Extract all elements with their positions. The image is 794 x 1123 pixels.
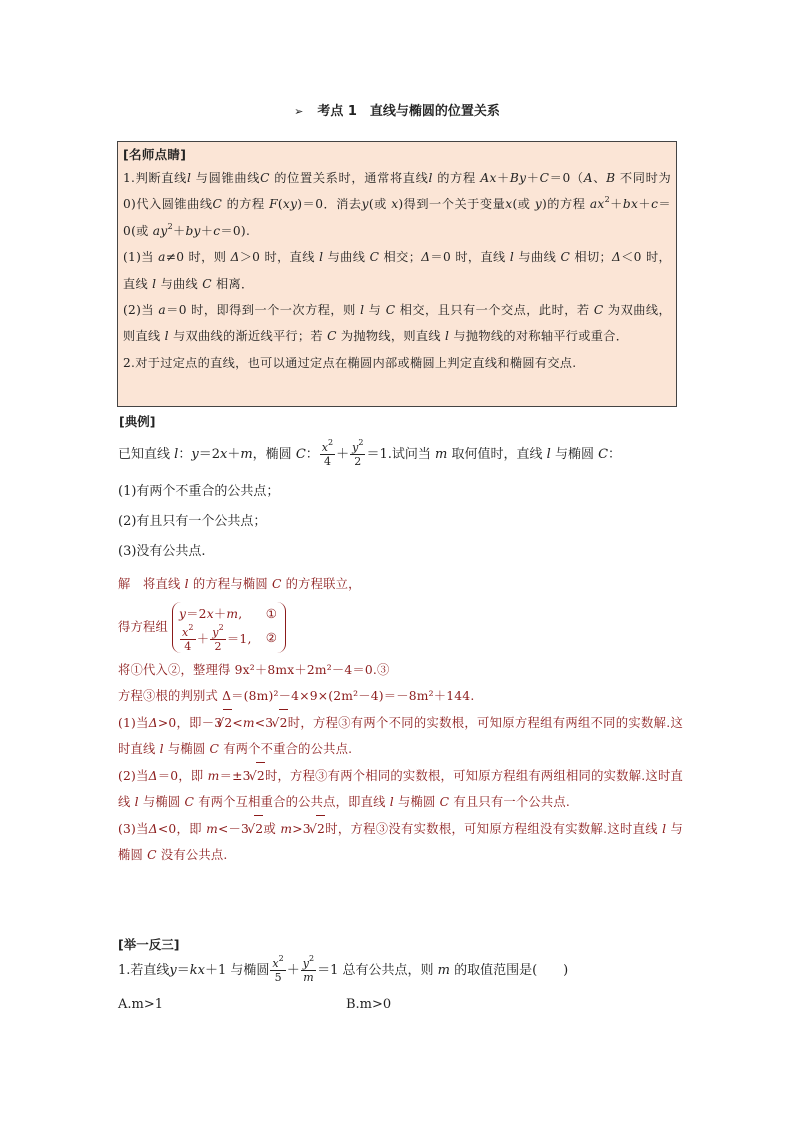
equation-mark-2: ② [265, 630, 277, 645]
practice-section [118, 935, 688, 1012]
example-problem [118, 440, 688, 570]
example-item-3: (3)没有公共点. [118, 544, 206, 559]
example-item-1: (1)有两个不重合的公共点； [118, 484, 280, 499]
option-b[interactable]: B.m>0 [346, 997, 392, 1012]
equation-system [118, 599, 683, 655]
practice-label: [举一反三] [118, 937, 180, 952]
equation-mark-1: ① [265, 606, 277, 621]
option-a[interactable]: A.m>1 [118, 997, 164, 1012]
section-title [0, 100, 794, 119]
practice-options [118, 997, 688, 1012]
tip-box [117, 141, 677, 407]
system-label: 得方程组 [118, 620, 168, 634]
tip-paragraph-1: 1.判断直线l 与圆锥曲线C 的位置关系时，通常将直线l 的方程 Ax＋By＋C＝0（A、B 不同时为 0)代入圆锥曲线C 的方程 F(xy)＝0．消去y(或 x)得到一个关于变量x(或 y)的方程 $ax^2+bx+c=0$(或 $ay^2+by+c=0$). [123, 171, 671, 238]
system-brace: y＝2x＋m, ① $\frac{x^2}{4}$ ＋ $\frac{y^2}{2}$ ＝1, ② [172, 602, 286, 653]
example-item-2: (2)有且只有一个公共点； [118, 514, 267, 529]
solution-line-3: 将①代入②，整理得 9x²＋8mx＋2m²－4＝0.③ [118, 663, 390, 677]
section-title-text: 考点 1 直线与椭圆的位置关系 [317, 104, 500, 119]
tip-heading: [名师点睛] [123, 147, 187, 162]
solution-line-1: 解 将直线 l 的方程与椭圆 C 的方程联立， [118, 577, 361, 591]
example-label: [典例] [119, 414, 156, 429]
solution-case-2: (2)当Δ＝0，即 m＝±3 √ 2时，方程③有两个相同的实数根，可知原方程组有两组相同的实数解.这时直线 l 与椭圆 C 有两个互相重合的公共点，即直线 l 与椭圆 C 有且只有一个公共点. [118, 762, 683, 815]
arrow-bullet-icon: ➢ [294, 105, 304, 118]
solution-line-4: 方程③根的判别式 Δ＝(8m)²－4×9×(2m²－4)＝－8m²＋144. [118, 689, 475, 703]
practice-question-1: 1.若直线y＝kx＋1 与椭圆 $\frac{x^2}{5}$ ＋ $\frac{y^2}{m}$ ＝1 总有公共点，则 m 的取值范围是( ) [118, 954, 569, 984]
tip-paragraph-3: (2)当 a＝0 时，即得到一个一次方程，则 l 与 C 相交，且只有一个交点，此时，若 C 为双曲线，则直线 l 与双曲线的渐近线平行；若 C 为抛物线，则直线 l 与抛物线的对称轴平行或重合． [123, 303, 672, 344]
tip-paragraph-4: 2.对于过定点的直线，也可以通过定点在椭圆内部或椭圆上判定直线和椭圆有交点. [123, 355, 577, 370]
tip-paragraph-2: (1)当 a≠0 时，则 Δ＞0 时，直线 l 与曲线 C 相交；Δ＝0 时，直线 l 与曲线 C 相切；Δ＜0 时，直线 l 与曲线 C 相离． [123, 250, 672, 291]
solution-case-1: (1)当Δ>0，即－3√ 2<m<3 √ 2时，方程③有两个不同的实数根，可知原方程组有两组不同的实数解.这时直线 l 与椭圆 C 有两个不重合的公共点. [118, 709, 683, 762]
solution-case-3: (3)当Δ<0，即 m<－3 √ 2或 m>3 √ 2时，方程③没有实数根，可知原方程组没有实数解.这时直线 l 与椭圆 C 没有公共点. [118, 815, 683, 868]
solution [118, 571, 683, 868]
example-statement: 已知直线 l：y＝2x＋m，椭圆 C： $\frac{x^2}{4}$ ＋ $\frac{y^2}{2}$ ＝1.试问当 m 取何值时，直线 l 与椭圆 C： [118, 438, 622, 468]
